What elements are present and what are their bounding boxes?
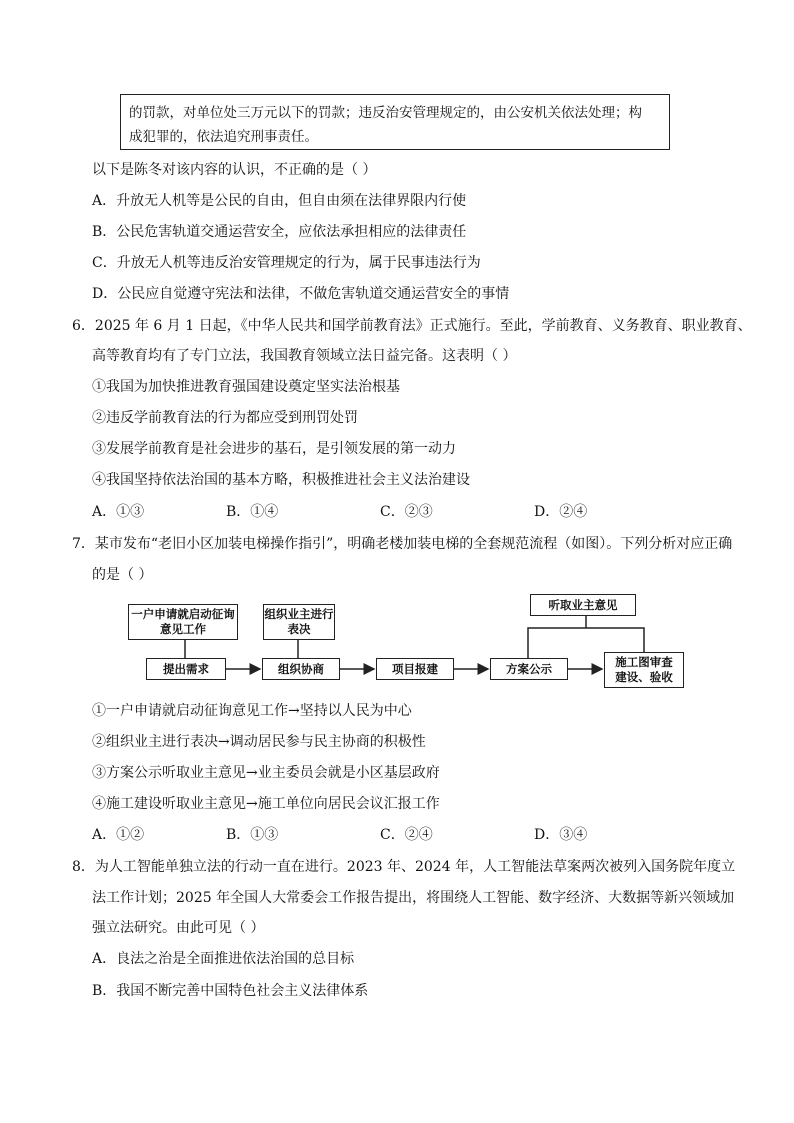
- flow-box-top2: 组织业主进行表决: [263, 604, 335, 640]
- q8-stem-line-1: 8．为人工智能单独立法的行动一直在进行。2023 年、2024 年，人工智能法草案两次被列入国务院年度立: [72, 859, 736, 875]
- q6-item-1: ①我国为加快推进教育强国建设奠定坚实法治根基: [92, 379, 400, 395]
- q8-option-a[interactable]: A．良法之治是全面推进依法治国的总目标: [92, 951, 355, 967]
- q5-option-b[interactable]: B．公民危害轨道交通运营安全，应依法承担相应的法律责任: [92, 224, 467, 240]
- flow-box-top3: 听取业主意见: [530, 594, 636, 616]
- q8-stem-line-2: 法工作计划；2025 年全国人大常委会工作报告提出，将围绕人工智能、数字经济、大数据等新兴领域加: [92, 890, 735, 906]
- q7-item-3: ③方案公示听取业主意见→业主委员会就是小区基层政府: [92, 765, 440, 781]
- q8-option-b[interactable]: B．我国不断完善中国特色社会主义法律体系: [92, 983, 369, 999]
- quote-line-1: 的罚款，对单位处三万元以下的罚款；违反治安管理规定的，由公安机关依法处理；构: [129, 105, 642, 121]
- q6-stem-line-2: 高等教育均有了专门立法，我国教育领域立法日益完备。这表明（ ）: [92, 348, 517, 364]
- q8-stem-line-3: 强立法研究。由此可见（ ）: [92, 920, 265, 936]
- q7-item-1: ①一户申请就启动征询意见工作→坚持以人民为中心: [92, 703, 412, 719]
- q7-item-4: ④施工建设听取业主意见→施工单位向居民会议汇报工作: [92, 796, 440, 812]
- q6-item-2: ②违反学前教育法的行为都应受到刑罚处罚: [92, 410, 358, 426]
- flow-step-5: 施工图审查建设、验收: [604, 652, 684, 688]
- q7-choice-a[interactable]: A．①②: [92, 827, 145, 843]
- q6-item-4: ④我国坚持依法治国的基本方略，积极推进社会主义法治建设: [92, 472, 470, 488]
- q5-option-d[interactable]: D．公民应自觉遵守宪法和法律，不做危害轨道交通运营安全的事情: [92, 286, 510, 302]
- q6-choice-b[interactable]: B．①④: [226, 504, 279, 520]
- q6-choice-a[interactable]: A．①③: [92, 504, 145, 520]
- q7-item-2: ②组织业主进行表决→调动居民参与民主协商的积极性: [92, 734, 426, 750]
- flow-box-top1: 一户申请就启动征询意见工作: [128, 604, 238, 640]
- q7-stem-line-2: 的是（ ）: [92, 567, 153, 583]
- q6-item-3: ③发展学前教育是社会进步的基石，是引领发展的第一动力: [92, 441, 456, 457]
- q5-option-a[interactable]: A．升放无人机等是公民的自由，但自由须在法律界限内行使: [92, 193, 467, 209]
- q6-choice-d[interactable]: D．②④: [534, 504, 588, 520]
- q5-option-c[interactable]: C．升放无人机等违反治安管理规定的行为，属于民事违法行为: [92, 255, 481, 271]
- quote-line-2: 成犯罪的，依法追究刑事责任。: [129, 129, 318, 145]
- flow-step-1: 提出需求: [146, 658, 226, 680]
- flow-step-3: 项目报建: [376, 658, 454, 680]
- q7-choice-b[interactable]: B．①③: [226, 827, 279, 843]
- q7-choice-c[interactable]: C．②④: [380, 827, 433, 843]
- q6-stem-line-1: 6．2025 年 6 月 1 日起，《中华人民共和国学前教育法》正式施行。至此，学前教育、义务教育、职业教育、: [72, 318, 752, 334]
- flow-step-4: 方案公示: [490, 658, 568, 680]
- flow-step-2: 组织协商: [262, 658, 340, 680]
- q6-choice-c[interactable]: C．②③: [380, 504, 433, 520]
- q7-choice-d[interactable]: D．③④: [534, 827, 588, 843]
- q5-stem: 以下是陈冬对该内容的认识，不正确的是（ ）: [92, 162, 377, 178]
- q7-stem-line-1: 7．某市发布“老旧小区加装电梯操作指引”，明确老楼加装电梯的全套规范流程（如图）。下列分析对应正确: [72, 536, 733, 552]
